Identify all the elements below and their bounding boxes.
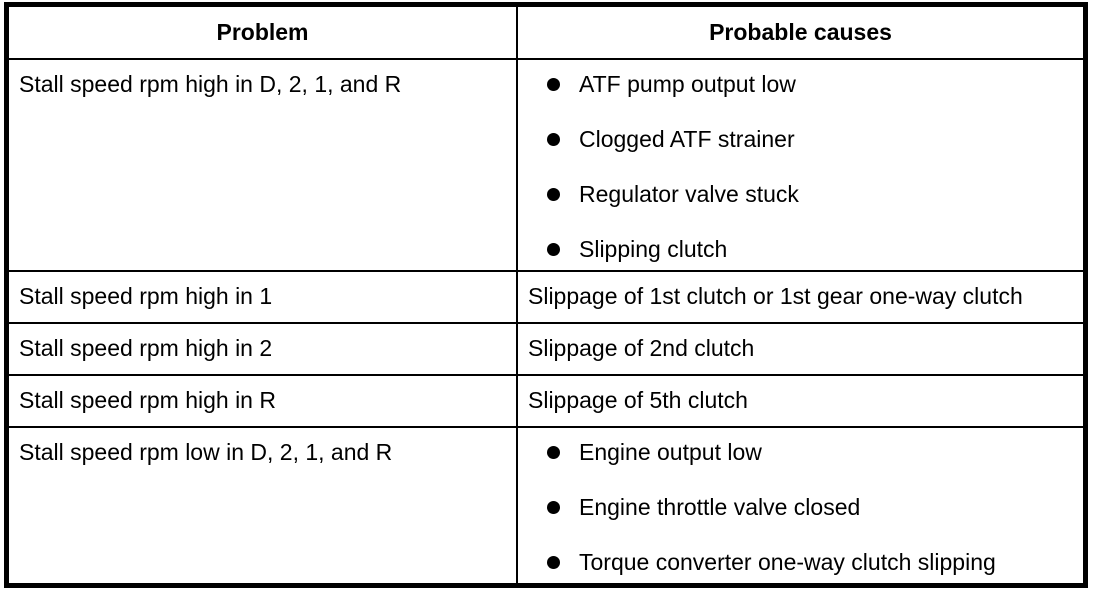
table-row bbox=[8, 427, 1084, 584]
problem-cell: Stall speed rpm high in 1 bbox=[8, 271, 517, 323]
header-problem: Problem bbox=[8, 6, 517, 59]
list-item: Engine output low bbox=[518, 439, 1083, 466]
table-row bbox=[8, 323, 1084, 375]
list-item: Engine throttle valve closed bbox=[518, 494, 1083, 521]
cause-cell: Slippage of 5th clutch bbox=[517, 375, 1084, 427]
problem-cell: Stall speed rpm low in D, 2, 1, and R bbox=[8, 427, 517, 584]
stall-speed-troubleshooting-table bbox=[7, 5, 1085, 585]
table-row bbox=[8, 271, 1084, 323]
table-row bbox=[8, 59, 1084, 271]
list-item: Torque converter one-way clutch slipping bbox=[518, 549, 1083, 576]
problem-cell: Stall speed rpm high in 2 bbox=[8, 323, 517, 375]
list-item: ATF pump output low bbox=[518, 71, 1083, 98]
causes-cell bbox=[517, 59, 1084, 271]
cause-cell: Slippage of 1st clutch or 1st gear one-way clutch bbox=[517, 271, 1084, 323]
header-row bbox=[8, 6, 1084, 59]
cause-cell: Slippage of 2nd clutch bbox=[517, 323, 1084, 375]
list-item: Clogged ATF strainer bbox=[518, 126, 1083, 153]
causes-list bbox=[518, 428, 1083, 583]
problem-cell: Stall speed rpm high in R bbox=[8, 375, 517, 427]
table-row bbox=[8, 375, 1084, 427]
causes-list bbox=[518, 60, 1083, 270]
header-probable-causes: Probable causes bbox=[517, 6, 1084, 59]
list-item: Regulator valve stuck bbox=[518, 181, 1083, 208]
causes-cell bbox=[517, 427, 1084, 584]
list-item: Slipping clutch bbox=[518, 236, 1083, 263]
problem-cell: Stall speed rpm high in D, 2, 1, and R bbox=[8, 59, 517, 271]
